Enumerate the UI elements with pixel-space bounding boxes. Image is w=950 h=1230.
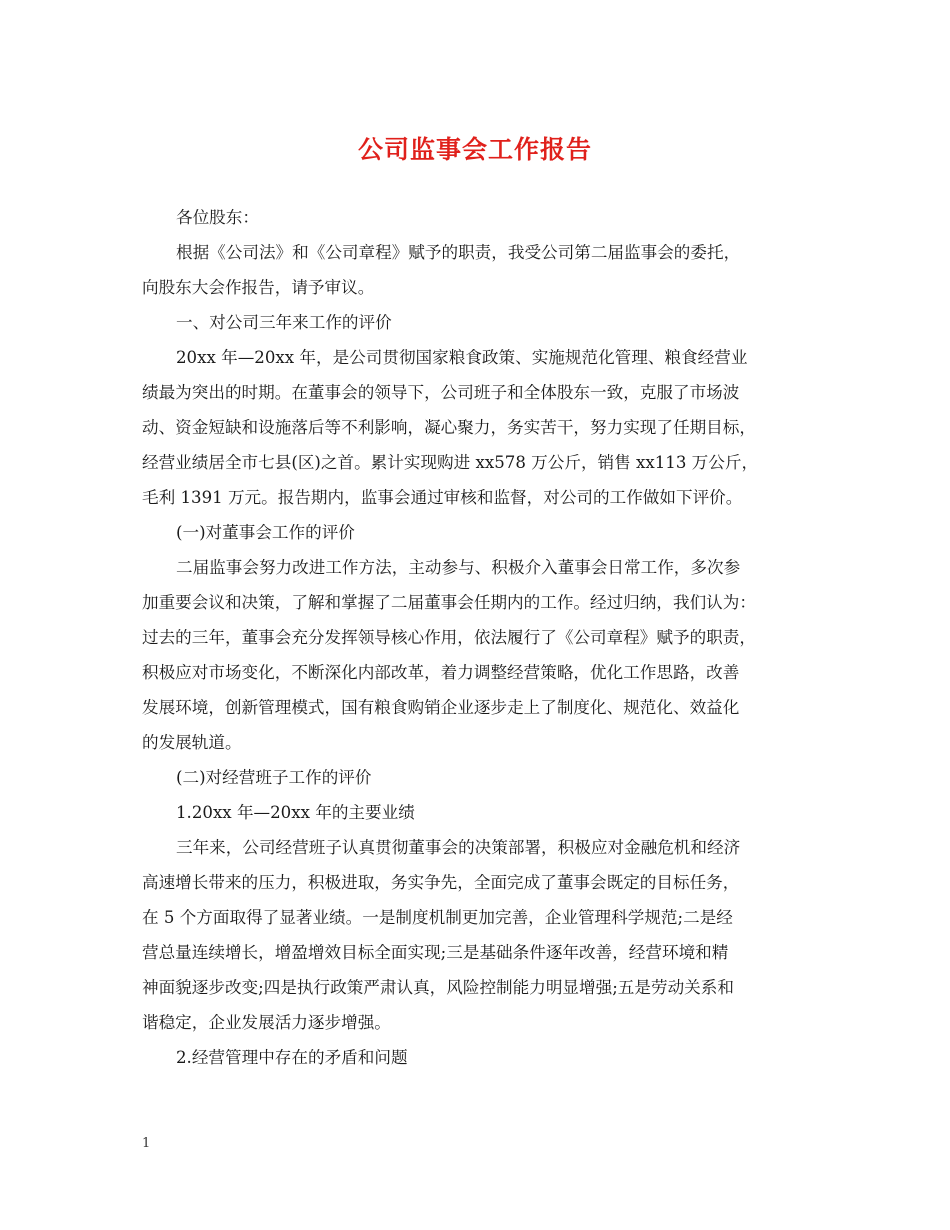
text-line: 毛利 1391 万元。报告期内，监事会通过审核和监督，对公司的工作做如下评价。: [142, 488, 743, 507]
document-title: 公司监事会工作报告: [357, 135, 592, 164]
text-line: 一、对公司三年来工作的评价: [176, 313, 392, 332]
page-number: 1: [142, 1136, 151, 1151]
text-line: 2.经营管理中存在的矛盾和问题: [176, 1048, 408, 1067]
text-line: 经营业绩居全市七县(区)之首。累计实现购进 xx578 万公斤，销售 xx113 万公斤，: [142, 453, 759, 472]
text-line: 动、资金短缺和设施落后等不利影响，凝心聚力，务实苦干，努力实现了任期目标，: [142, 418, 756, 437]
text-line: 在 5 个方面取得了显著业绩。一是制度机制更加完善，企业管理科学规范;二是经: [142, 908, 733, 927]
text-line: (一)对董事会工作的评价: [176, 523, 355, 542]
text-line: 1.20xx 年—20xx 年的主要业绩: [176, 803, 415, 822]
text-line: 谐稳定，企业发展活力逐步增强。: [142, 1013, 391, 1032]
document-body: [142, 200, 822, 1075]
text-line: 神面貌逐步改变;四是执行政策严肃认真，风险控制能力明显增强;五是劳动关系和: [142, 978, 734, 997]
text-line: 20xx 年—20xx 年，是公司贯彻国家粮食政策、实施规范化管理、粮食经营业: [176, 348, 748, 367]
text-line: 积极应对市场变化，不断深化内部改革，着力调整经营策略，优化工作思路，改善: [142, 663, 740, 682]
text-line: 的发展轨道。: [142, 733, 242, 752]
text-line: 营总量连续增长，增盈增效目标全面实现;三是基础条件逐年改善，经营环境和精: [142, 943, 729, 962]
text-line: 根据《公司法》和《公司章程》赋予的职责，我受公司第二届监事会的委托，: [176, 243, 741, 262]
text-line: 向股东大会作报告，请予审议。: [142, 278, 375, 297]
text-line: (二)对经营班子工作的评价: [176, 768, 372, 787]
text-line: 各位股东：: [176, 208, 259, 227]
text-line: 高速增长带来的压力，积极进取，务实争先，全面完成了董事会既定的目标任务，: [142, 873, 740, 892]
text-line: 过去的三年，董事会充分发挥领导核心作用，依法履行了《公司章程》赋予的职责，: [142, 628, 756, 647]
text-line: 加重要会议和决策，了解和掌握了二届董事会任期内的工作。经过归纳，我们认为：: [142, 593, 756, 612]
text-line: 二届监事会努力改进工作方法，主动参与、积极介入董事会日常工作，多次参: [176, 558, 741, 577]
text-line: 三年来，公司经营班子认真贯彻董事会的决策部署，积极应对金融危机和经济: [176, 838, 741, 857]
text-line: 绩最为突出的时期。在董事会的领导下，公司班子和全体股东一致，克服了市场波: [142, 383, 740, 402]
text-line: 发展环境，创新管理模式，国有粮食购销企业逐步走上了制度化、规范化、效益化: [142, 698, 740, 717]
